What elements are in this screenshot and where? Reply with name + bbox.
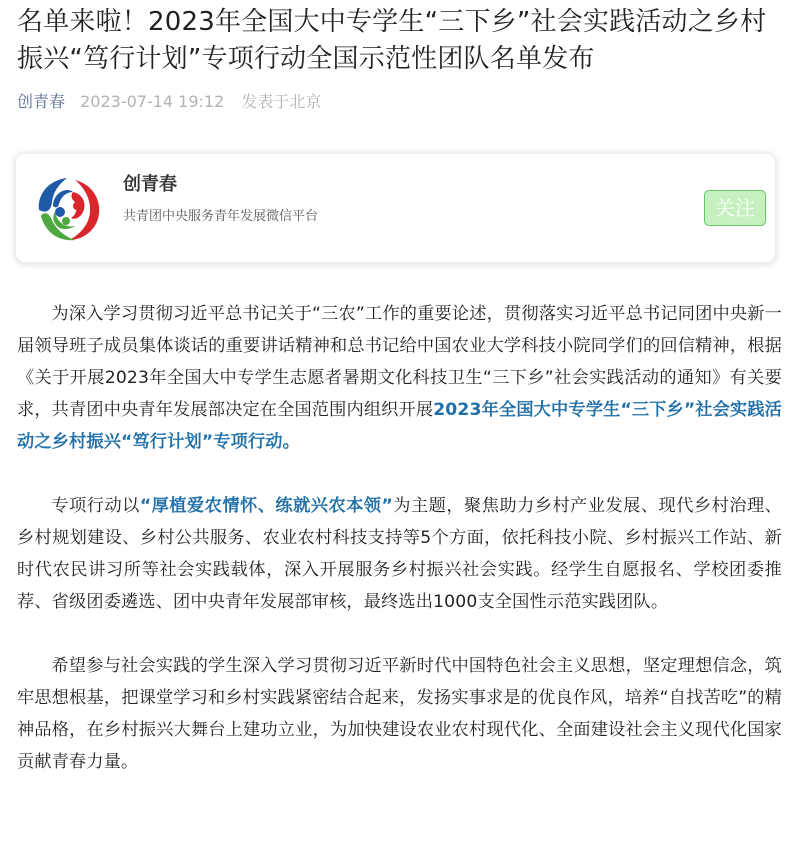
paragraph-1-highlight: 2023年全国大中专学生“三下乡”社会实践活动之乡村振兴“笃行计划”专项行动。 <box>17 400 783 452</box>
account-name: 创青春 <box>123 174 177 195</box>
article-title: 名单来啦！2023年全国大中专学生“三下乡”社会实践活动之乡村振兴“笃行计划”专项行动全国示范性团队名单发布 <box>17 7 767 74</box>
paragraph-2-suffix: 为主题，聚焦助力乡村产业发展、现代乡村治理、乡村规划建设、乡村公共服务、农业农村科技支持等5个方面，依托科技小院、乡村振兴工作站、新时代农民讲习所等社会实践载体，深入开展服务乡村振兴社会实践。经学生自愿报名、学校团委推荐、省级团委遴选、团中央青年发展部审核，最终选出1000支全国性示范实践团队。 <box>17 496 782 612</box>
paragraph-2-prefix: 专项行动以 <box>51 496 140 516</box>
paragraph-2-highlight: “厚植爱农情怀、练就兴农本领” <box>139 496 393 516</box>
account-description: 共青团中央服务青年发展微信平台 <box>123 209 319 224</box>
follow-button[interactable]: 关注 <box>704 190 766 226</box>
publish-location: 发表于北京 <box>241 92 322 111</box>
paragraph-2 <box>17 490 782 618</box>
article-meta <box>17 88 782 116</box>
paragraph-1 <box>17 298 782 458</box>
paragraph-3: 希望参与社会实践的学生深入学习贯彻习近平新时代中国特色社会主义思想，坚定理想信念，筑牢思想根基，把课堂学习和乡村实践紧密结合起来，发扬实事求是的优良作风，培养“自找苦吃”的精神品格，在乡村振兴大舞台上建功立业，为加快建设农业农村现代化、全面建设社会主义现代化国家贡献青春力量。 <box>17 656 782 772</box>
account-card[interactable] <box>15 153 776 263</box>
article-body <box>17 298 782 778</box>
circular-logo-icon <box>33 174 103 244</box>
publish-date: 2023-07-14 19:12 <box>80 92 225 111</box>
paragraph-1-text: 为深入学习贯彻习近平总书记关于“三农”工作的重要论述，贯彻落实习近平总书记同团中央新一届领导班子成员集体谈话的重要讲话精神和总书记给中国农业大学科技小院同学们的回信精神，根据《关于开展2023年全国大中专学生志愿者暑期文化科技卫生“三下乡”社会实践活动的通知》有关要求，共青团中央青年发展部决定在全国范围内组织开展 <box>17 304 782 420</box>
author-link[interactable]: 创青春 <box>17 92 66 111</box>
